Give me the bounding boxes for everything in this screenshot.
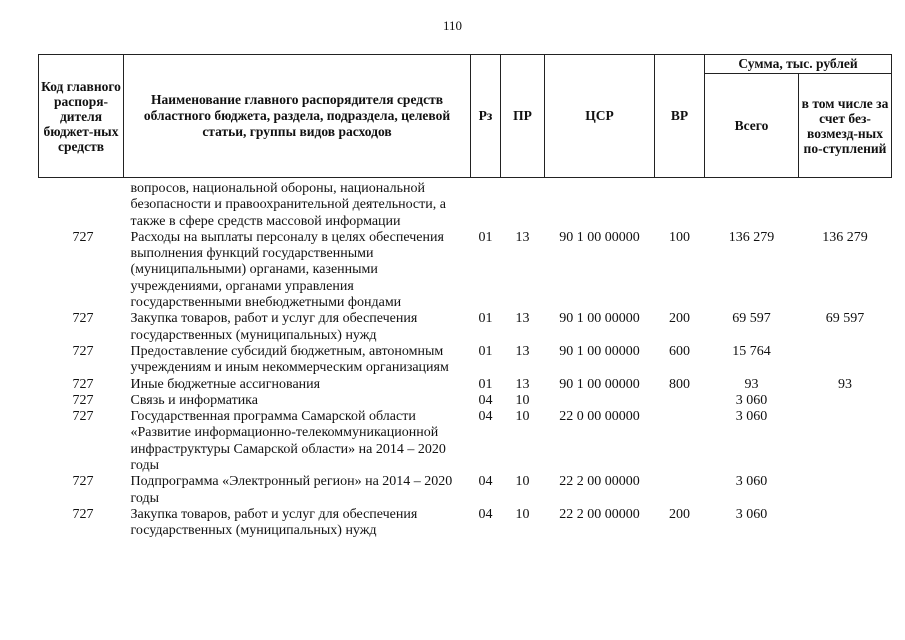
table-row <box>39 377 892 393</box>
cell-code: 727 <box>72 376 94 392</box>
header-pr: ПР <box>501 55 545 178</box>
cell-csr <box>545 178 655 230</box>
cell-code: 727 <box>72 392 94 408</box>
cell-total <box>705 178 799 230</box>
cell-rz <box>471 178 501 230</box>
cell-free <box>799 393 892 409</box>
table-row <box>39 344 892 377</box>
cell-free <box>799 178 892 230</box>
header-rz: Рз <box>471 55 501 178</box>
cell-rz: 01 <box>478 229 493 245</box>
header-csr: ЦСР <box>545 55 655 178</box>
cell-free <box>799 507 892 540</box>
cell-free <box>799 474 892 507</box>
cell-total: 3 060 <box>735 474 768 490</box>
table-row <box>39 474 892 507</box>
cell-csr: 90 1 00 00000 <box>559 311 640 327</box>
cell-total: 93 <box>744 376 759 392</box>
table-row <box>39 507 892 540</box>
cell-total: 15 764 <box>732 343 771 359</box>
cell-rz: 04 <box>478 474 493 490</box>
header-free: в том числе за счет без-возмезд-ных по-ступлений <box>799 74 892 178</box>
header-code: Код главного распоря-дителя бюджет-ных средств <box>39 55 124 178</box>
cell-csr: 22 2 00 00000 <box>559 506 640 522</box>
cell-code: 727 <box>72 506 94 522</box>
cell-vr <box>655 178 705 230</box>
table-row <box>39 311 892 344</box>
cell-csr: 90 1 00 00000 <box>559 376 640 392</box>
cell-csr: 90 1 00 00000 <box>559 343 640 359</box>
cell-code: 727 <box>72 409 94 425</box>
cell-rz: 04 <box>478 506 493 522</box>
cell-pr: 13 <box>515 229 530 245</box>
header-name: Наименование главного распорядителя средств областного бюджета, раздела, подраздела, целевой статьи, группы видов расходов <box>124 55 471 178</box>
cell-vr: 800 <box>669 376 690 392</box>
cell-pr: 10 <box>515 474 530 490</box>
cell-pr: 13 <box>515 311 530 327</box>
header-sum-group: Сумма, тыс. рублей <box>705 55 892 74</box>
cell-vr <box>655 393 705 409</box>
cell-rz: 04 <box>478 409 493 425</box>
cell-vr: 200 <box>669 506 690 522</box>
cell-name: Расходы на выплаты персоналу в целях обеспечения выполнения функций государственными (муниципальными) органами, казенными учреждениями, органами управления государственными внебюджетными фондами <box>130 229 444 311</box>
cell-pr <box>501 178 545 230</box>
cell-code: 727 <box>72 311 94 327</box>
cell-total: 69 597 <box>732 311 771 327</box>
cell-vr: 200 <box>669 311 690 327</box>
cell-total: 3 060 <box>735 392 768 408</box>
cell-name: Подпрограмма «Электронный регион» на 2014 – 2020 годы <box>130 474 453 506</box>
cell-csr: 90 1 00 00000 <box>559 229 640 245</box>
cell-csr: 22 2 00 00000 <box>559 474 640 490</box>
cell-free <box>799 344 892 377</box>
cell-total: 136 279 <box>728 229 775 245</box>
cell-csr: 22 0 00 00000 <box>559 409 640 425</box>
cell-csr <box>545 393 655 409</box>
cell-pr: 13 <box>515 343 530 359</box>
cell-name: Государственная программа Самарской области «Развитие информационно-телекоммуникационной инфраструктуры Самарской области» на 2014 – 2020 годы <box>130 409 446 474</box>
cell-code: 727 <box>72 229 94 245</box>
cell-free <box>799 409 892 474</box>
cell-name: Связь и информатика <box>130 392 258 408</box>
cell-pr: 13 <box>515 376 530 392</box>
budget-table <box>38 54 892 540</box>
cell-vr: 100 <box>669 229 690 245</box>
cell-name: Иные бюджетные ассигнования <box>130 376 321 392</box>
cell-rz: 01 <box>478 311 493 327</box>
cell-free: 93 <box>838 376 852 392</box>
table-row <box>39 393 892 409</box>
page-number: 110 <box>442 18 463 33</box>
cell-rz: 01 <box>478 343 493 359</box>
cell-name: Предоставление субсидий бюджетным, автономным учреждениям и иным некоммерческим организациям <box>130 343 449 376</box>
cell-free: 136 279 <box>822 229 868 245</box>
table-row <box>39 178 892 230</box>
cell-vr <box>655 474 705 507</box>
cell-code: 727 <box>72 474 94 490</box>
cell-free: 69 597 <box>825 311 865 327</box>
cell-pr: 10 <box>515 506 530 522</box>
cell-total: 3 060 <box>735 409 768 425</box>
cell-rz: 01 <box>478 376 493 392</box>
cell-name: Закупка товаров, работ и услуг для обеспечения государственных (муниципальных) нужд <box>130 506 418 539</box>
cell-rz: 04 <box>478 392 493 408</box>
cell-total: 3 060 <box>735 506 768 522</box>
header-total: Всего <box>705 74 799 178</box>
cell-name: вопросов, национальной обороны, национальной безопасности и правоохранительной деятельности, а также в сфере средств массовой информации <box>130 181 446 229</box>
table-row <box>39 230 892 311</box>
cell-pr: 10 <box>515 409 530 425</box>
header-vr: ВР <box>655 55 705 178</box>
cell-code: 727 <box>72 343 94 359</box>
table-body <box>39 178 892 540</box>
cell-vr: 600 <box>669 343 690 359</box>
cell-name: Закупка товаров, работ и услуг для обеспечения государственных (муниципальных) нужд <box>130 311 418 343</box>
cell-vr <box>655 409 705 474</box>
cell-code <box>39 178 124 230</box>
table-header <box>39 55 892 178</box>
cell-pr: 10 <box>515 392 530 408</box>
table-row <box>39 409 892 474</box>
